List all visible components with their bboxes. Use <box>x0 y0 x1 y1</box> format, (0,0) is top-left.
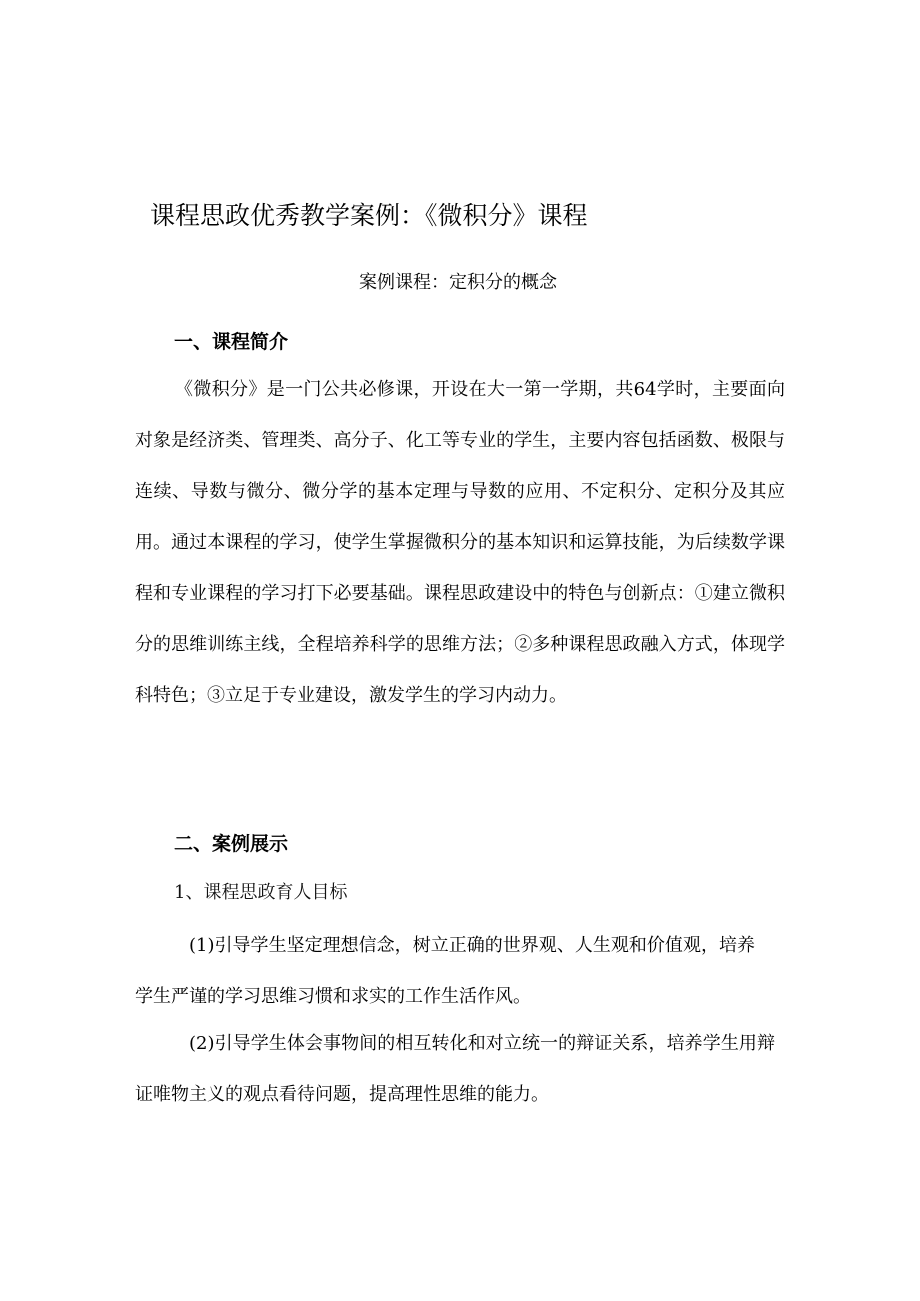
course-intro-paragraph: 《微积分》是一门公共必修课，开设在大一第一学期，共64学时，主要面向对象是经济类、管理类、高分子、化工等专业的学生，主要内容包括函数、极限与连续、导数与微分、微分学的基本定理与导数的应用、不定积分、定积分及其应用。通过本课程的学习，使学生掌握微积分的基本知识和运算技能，为后续数学课程和专业课程的学习打下必要基础。课程思政建设中的特色与创新点：①建立微积分的思维训练主线，全程培养科学的思维方法；②多种课程思政融入方式，体现学科特色；③立足于专业建设，激发学生的学习内动力。 <box>135 379 785 706</box>
document-title: 课程思政优秀教学案例：《微积分》课程 <box>150 201 588 230</box>
goal-paragraph-2: (2)引导学生体会事物间的相互转化和对立统一的辩证关系，培养学生用辩证唯物主义的观点看待问题，提高理性思维的能力。 <box>135 1033 775 1105</box>
goal-paragraph-1: (1)引导学生坚定理想信念，树立正确的世界观、人生观和价值观，培养学生严谨的学习思维习惯和求实的工作生活作风。 <box>135 935 755 1007</box>
subsection-heading-goals: 1、课程思政育人目标 <box>174 882 348 903</box>
section-heading-case: 二、案例展示 <box>174 833 289 855</box>
section-heading-intro: 一、课程简介 <box>174 331 289 353</box>
document-subtitle: 案例课程：定积分的概念 <box>359 272 557 293</box>
